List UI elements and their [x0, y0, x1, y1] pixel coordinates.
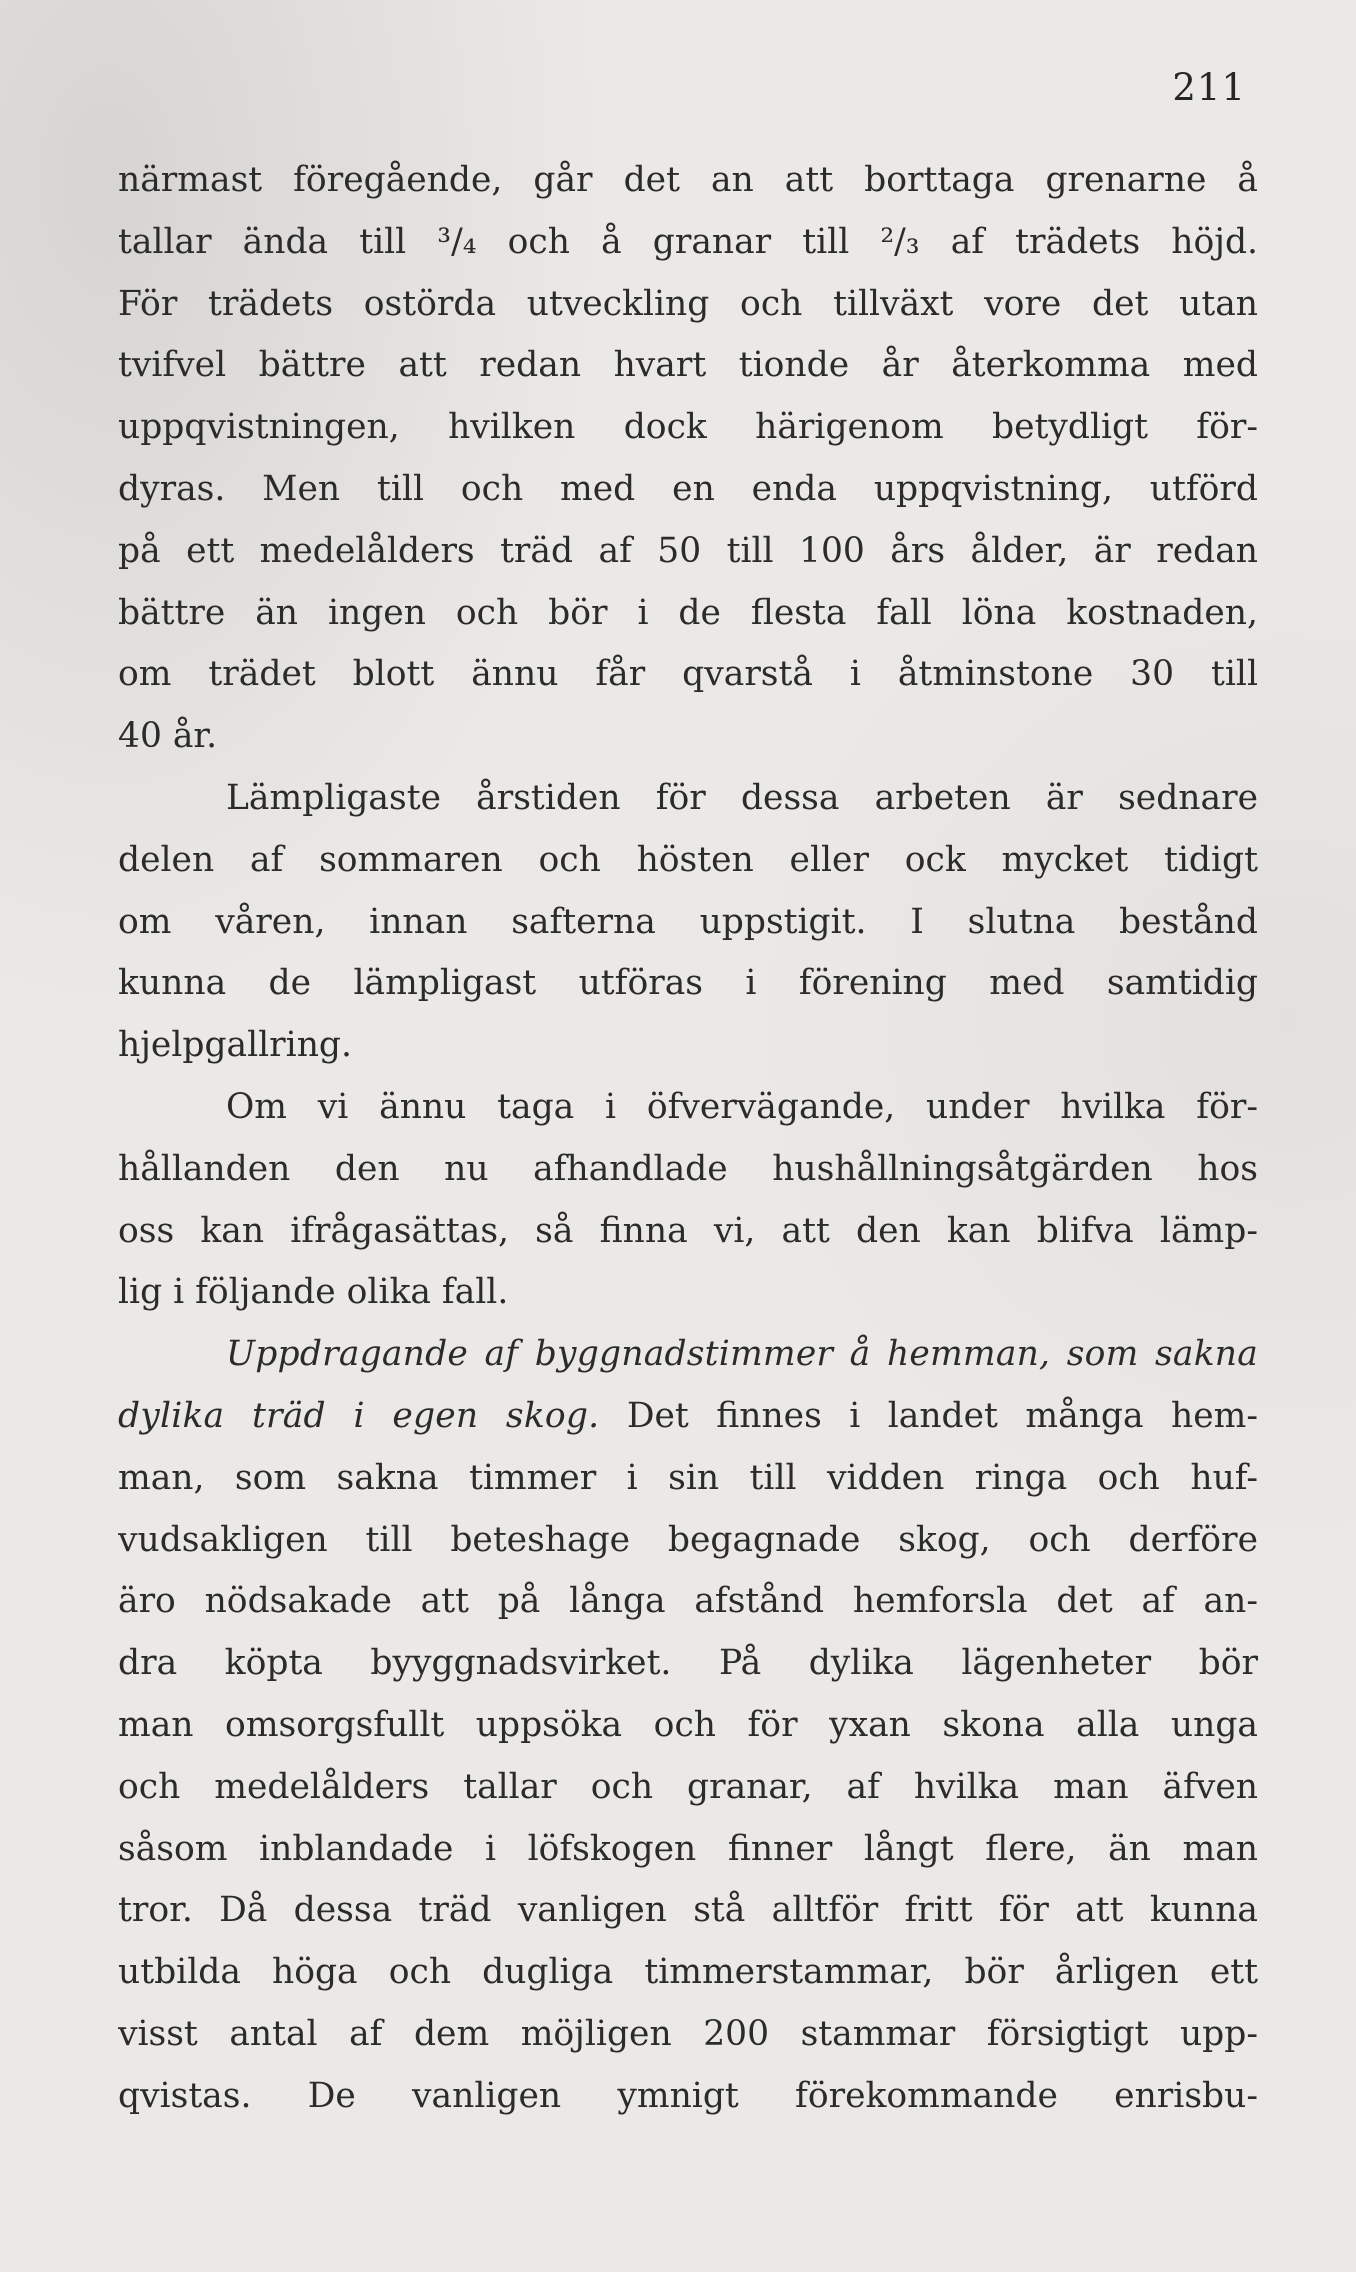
paragraph-1 — [118, 150, 1258, 768]
text-line: man, som sakna timmer i sin till vidden ringa och huf- — [118, 1457, 1258, 1498]
text-line: hjelpgallring. — [118, 1025, 352, 1066]
text-line: såsom inblandade i löfskogen finner långt flere, än man — [118, 1828, 1258, 1869]
text-line: bättre än ingen och bör i de flesta fall löna kostnaden, — [118, 592, 1258, 633]
italic-heading: Uppdragande af byggnadstimmer å hemman, som sakna — [226, 1334, 1258, 1375]
text-line: dra köpta byyggnadsvirket. På dylika lägenheter bör — [118, 1643, 1258, 1684]
paragraph-2 — [118, 768, 1258, 1077]
text-line: visst antal af dem möjligen 200 stammar försigtigt upp- — [118, 2013, 1258, 2054]
text-line: delen af sommaren och hösten eller ock mycket tidigt — [118, 839, 1258, 880]
italic-heading-continuation: dylika träd i egen skog. — [118, 1395, 600, 1436]
text-line: tror. Då dessa träd vanligen stå alltför fritt för att kunna — [118, 1890, 1258, 1931]
text-line: 40 år. — [118, 716, 218, 757]
text-line: uppqvistningen, hvilken dock härigenom betydligt för- — [118, 407, 1258, 448]
text-line: äro nödsakade att på långa afstånd hemforsla det af an- — [118, 1581, 1258, 1622]
text-line: tallar ända till ³/₄ och å granar till ²/₃ af trädets höjd. — [118, 221, 1258, 262]
text-line: För trädets ostörda utveckling och tillväxt vore det utan — [118, 283, 1258, 324]
text-line: Lämpligaste årstiden för dessa arbeten är sednare — [226, 777, 1258, 818]
text-line: utbilda höga och dugliga timmerstammar, bör årligen ett — [118, 1952, 1258, 1993]
text-line: hållanden den nu afhandlade hushållningsåtgärden hos — [118, 1148, 1258, 1189]
text-line: vudsakligen till beteshage begagnade skog, och derföre — [118, 1519, 1258, 1560]
text-line: om trädet blott ännu får qvarstå i åtminstone 30 till — [118, 654, 1258, 695]
text-line: närmast föregående, går det an att borttaga grenarne å — [118, 160, 1258, 200]
text-line: och medelålders tallar och granar, af hvilka man äfven — [118, 1766, 1258, 1807]
text-line: kunna de lämpligast utföras i förening med samtidig — [118, 963, 1258, 1004]
text-line: man omsorgsfullt uppsöka och för yxan skona alla unga — [118, 1704, 1258, 1745]
text-line: oss kan ifrågasättas, så finna vi, att den kan blifva lämp- — [118, 1210, 1258, 1251]
page-number: 211 — [1172, 66, 1246, 109]
text-run: Det finnes i landet många hem- — [599, 1395, 1258, 1436]
text-line: på ett medelålders träd af 50 till 100 års ålder, är redan — [118, 530, 1258, 571]
text-line: qvistas. De vanligen ymnigt förekommande enrisbu- — [118, 2075, 1258, 2116]
text-line — [118, 1386, 1258, 1448]
paragraph-3 — [118, 1077, 1258, 1324]
text-line: lig i följande olika fall. — [118, 1272, 509, 1313]
text-line: dyras. Men till och med en enda uppqvistning, utförd — [118, 468, 1258, 509]
text-line: Om vi ännu taga i öfvervägande, under hvilka för- — [226, 1086, 1258, 1127]
text-line — [118, 1324, 1258, 1386]
paragraph-4 — [118, 1324, 1258, 2127]
text-line: tvifvel bättre att redan hvart tionde år återkomma med — [118, 345, 1258, 386]
page-text — [118, 150, 1258, 2128]
text-line: om våren, innan safterna uppstigit. I slutna bestånd — [118, 901, 1258, 942]
